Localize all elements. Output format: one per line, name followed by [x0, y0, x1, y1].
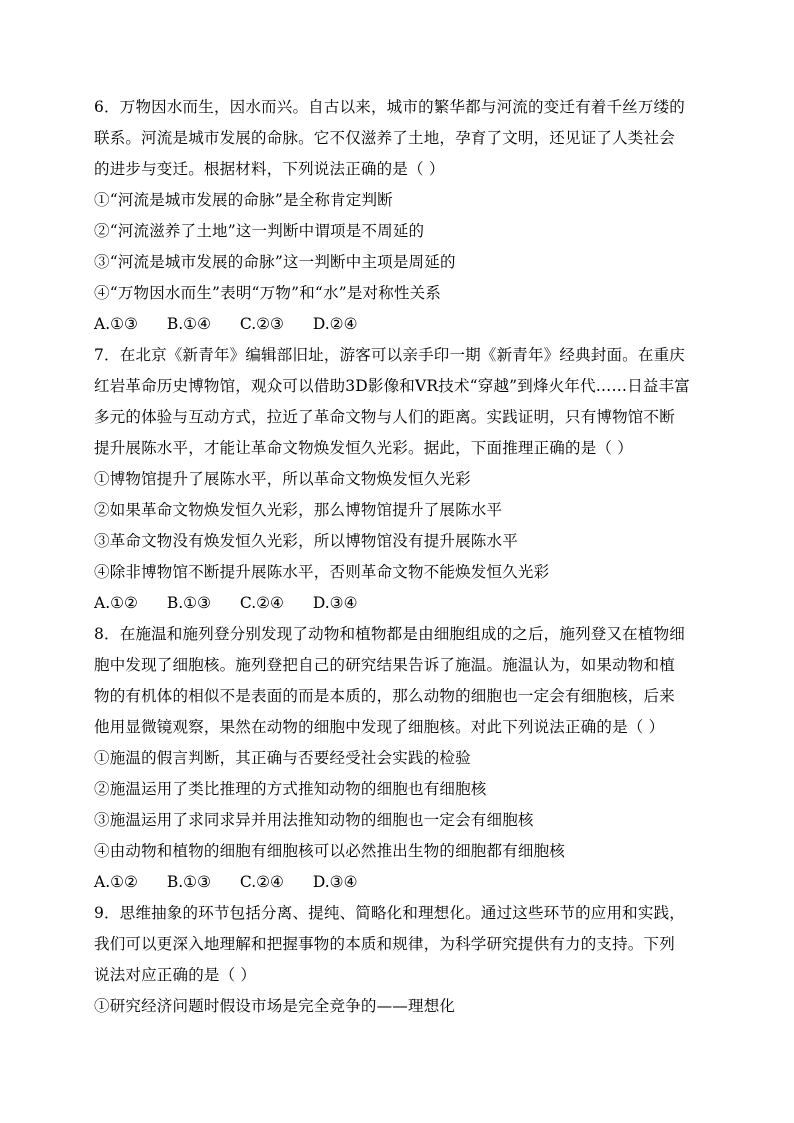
question-stem-line: 说法对应正确的是（ ） — [94, 966, 257, 984]
question-stem-line: 胞中发现了细胞核。施列登把自己的研究结果告诉了施温。施温认为，如果动物和植 — [94, 656, 675, 674]
option-b: B.①④ — [166, 315, 211, 333]
answer-options — [94, 867, 700, 898]
option-d: D.②④ — [312, 315, 358, 333]
statement: ①研究经济问题时假设市场是完全竞争的——理想化 — [94, 997, 456, 1015]
question-stem-line: 他用显微镜观察，果然在动物的细胞中发现了细胞核。对此下列说法正确的是（ ） — [94, 718, 665, 736]
option-d: D.③④ — [312, 873, 358, 891]
question-stem-line: 物的有机体的相似不是表面的而是本质的，那么动物的细胞也一定会有细胞核，后来 — [94, 687, 675, 705]
statement: ②施温运用了类比推理的方式推知动物的细胞也有细胞核 — [94, 780, 487, 798]
option-a: A.①② — [94, 873, 138, 891]
question-content — [94, 92, 700, 1022]
statement: ④“万物因水而生”表明“万物”和“水”是对称性关系 — [94, 284, 442, 302]
question-stem-line: 6．万物因水而生，因水而兴。自古以来，城市的繁华都与河流的变迁有着千丝万缕的 — [94, 98, 685, 116]
answer-options — [94, 588, 700, 619]
question-stem-line: 联系。河流是城市发展的命脉。它不仅滋养了土地，孕育了文明，还见证了人类社会 — [94, 129, 675, 147]
statement: ①博物馆提升了展陈水平，所以革命文物焕发恒久光彩 — [94, 470, 471, 488]
question-stem-line: 8．在施温和施列登分别发现了动物和植物都是由细胞组成的之后，施列登又在植物细 — [94, 625, 685, 643]
option-b: B.①③ — [166, 594, 211, 612]
option-a: A.①② — [94, 594, 138, 612]
option-a: A.①③ — [94, 315, 138, 333]
question-stem-line: 9．思维抽象的环节包括分离、提纯、简略化和理想化。通过这些环节的应用和实践， — [94, 904, 685, 922]
statement: ③施温运用了求同求异并用法推知动物的细胞也一定会有细胞核 — [94, 811, 534, 829]
statement: ④除非博物馆不断提升展陈水平，否则革命文物不能焕发恒久光彩 — [94, 563, 550, 581]
question-stem-line: 提升展陈水平，才能让革命文物焕发恒久光彩。据此，下面推理正确的是（ ） — [94, 439, 633, 457]
option-b: B.①③ — [166, 873, 211, 891]
question-stem-line: 的进步与变迁。根据材料，下列说法正确的是（ ） — [94, 160, 445, 178]
statement: ①施温的假言判断，其正确与否要经受社会实践的检验 — [94, 749, 471, 767]
statement: ②如果革命文物焕发恒久光彩，那么博物馆提升了展陈水平 — [94, 501, 503, 519]
question-stem-line: 多元的体验与互动方式，拉近了革命文物与人们的距离。实践证明，只有博物馆不断 — [94, 408, 675, 426]
option-c: C.②④ — [239, 873, 284, 891]
option-d: D.③④ — [312, 594, 358, 612]
question-stem-line: 红岩革命历史博物馆，观众可以借助3D影像和VR技术“穿越”到烽火年代……日益丰富 — [94, 377, 691, 395]
question-6 — [94, 92, 700, 340]
question-9 — [94, 898, 700, 1022]
answer-options — [94, 309, 700, 340]
option-c: C.②④ — [239, 594, 284, 612]
statement: ③“河流是城市发展的命脉”这一判断中主项是周延的 — [94, 253, 456, 271]
question-stem-line: 7．在北京《新青年》编辑部旧址，游客可以亲手印一期《新青年》经典封面。在重庆 — [94, 346, 685, 364]
question-8 — [94, 619, 700, 898]
question-stem-line: 我们可以更深入地理解和把握事物的本质和规律，为科学研究提供有力的支持。下列 — [94, 935, 675, 953]
statement: ③革命文物没有焕发恒久光彩，所以博物馆没有提升展陈水平 — [94, 532, 518, 550]
statement: ①“河流是城市发展的命脉”是全称肯定判断 — [94, 191, 393, 209]
question-7 — [94, 340, 700, 619]
statement: ④由动物和植物的细胞有细胞核可以必然推出生物的细胞都有细胞核 — [94, 842, 566, 860]
option-c: C.②③ — [239, 315, 284, 333]
statement: ②“河流滋养了土地”这一判断中谓项是不周延的 — [94, 222, 425, 240]
